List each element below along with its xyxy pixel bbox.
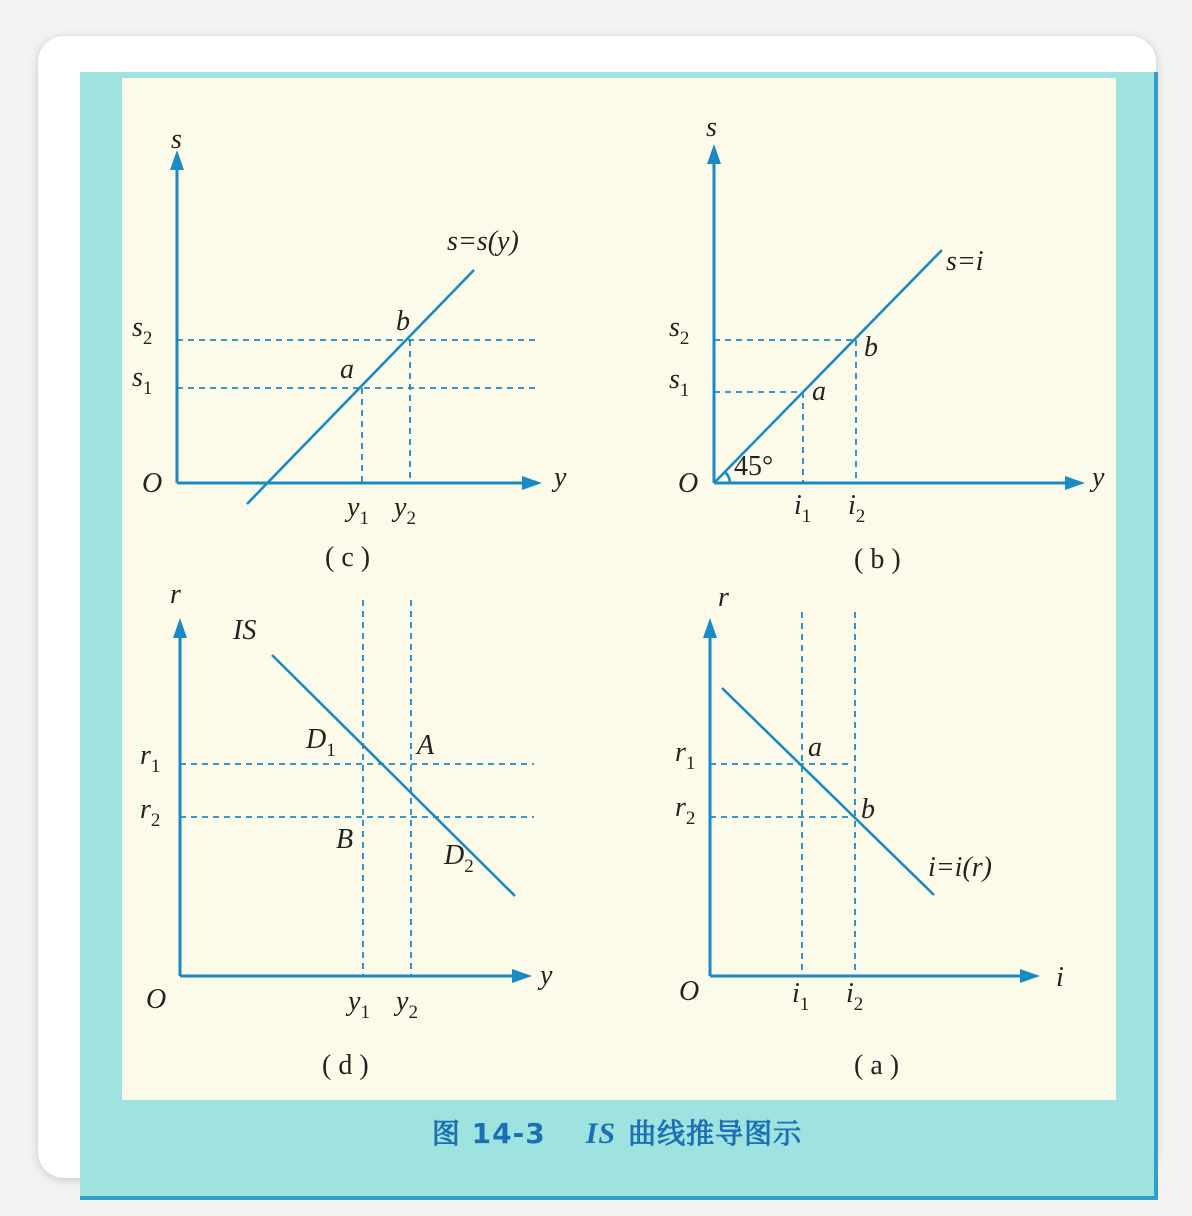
svg-text:r2 [675, 792, 695, 829]
svg-text:r2 [140, 794, 160, 831]
panel-b-45-degree-line [714, 250, 942, 483]
svg-text:y1 [344, 492, 369, 529]
panel-d-curve-label: IS [233, 615, 257, 646]
panel-d-point-d2: D [444, 840, 465, 871]
panel-d-y1-label: y [348, 986, 361, 1017]
panel-c-y1-label: y [347, 492, 360, 523]
panel-b-s1-sub: 1 [679, 380, 690, 401]
panel-a-i2-sub: 2 [853, 994, 864, 1015]
panel-a-caption: ( a ) [854, 1050, 900, 1081]
panel-d-caption: ( d ) [322, 1050, 369, 1081]
panel-c-curve-label: s=s(y) [447, 226, 519, 257]
panel-b-y-axis-label: s [706, 112, 717, 143]
panel-d-x-axis-label: y [540, 960, 553, 991]
panel-d-x-arrow [512, 969, 532, 983]
panel-a-y-arrow [703, 618, 717, 638]
panel-b-angle-arc [725, 472, 730, 483]
panel-d-y2-sub: 2 [408, 1002, 418, 1023]
panel-b-origin: O [678, 468, 699, 499]
panel-b-point-a: a [812, 376, 826, 407]
svg-text:s1 [132, 362, 152, 399]
panel-d-y-axis-label: r [170, 579, 181, 610]
panel-d-point-d1: D [306, 724, 327, 755]
panel-d-r1-label: r [140, 740, 151, 771]
panel-b-caption: ( b ) [854, 544, 901, 575]
panel-d-r1-sub: 1 [150, 756, 161, 777]
panel-d-is-curve [272, 655, 515, 896]
panel-a [675, 582, 1064, 1081]
svg-text:s1 [669, 364, 689, 401]
panel-d-y-arrow [173, 618, 187, 638]
panel-c-saving-function [247, 270, 474, 504]
panel-c-point-a: a [340, 354, 354, 385]
svg-text:D2 [443, 840, 474, 877]
panel-b-i1-label: i [794, 490, 802, 521]
panel-b-x-arrow [1065, 476, 1085, 490]
panel-c-x-arrow [522, 476, 542, 490]
caption-number: 图 14-3 [431, 1117, 546, 1150]
figure-frame [80, 72, 1158, 1200]
panel-a-y-axis-label: r [718, 582, 729, 613]
panel-a-r1-sub: 1 [685, 753, 696, 774]
panel-a-i2-label: i [846, 978, 854, 1009]
panel-c-point-b: b [396, 306, 410, 337]
panel-b-i1-sub: 1 [801, 506, 812, 527]
panel-b-point-b: b [864, 332, 878, 363]
panel-a-r2-label: r [675, 792, 686, 823]
panel-a-curve-label: i=i(r) [928, 852, 992, 883]
panel-b [669, 112, 1105, 575]
panel-b-s2-label: s [669, 312, 680, 343]
panel-d-point-a-upper: A [417, 730, 435, 761]
panel-c-y2-label: y [394, 492, 407, 523]
panel-d-origin: O [146, 984, 167, 1015]
svg-text:D1 [305, 724, 336, 761]
panel-c-s2-sub: 2 [142, 328, 153, 349]
svg-text:r1 [675, 737, 695, 774]
panel-a-origin: O [679, 976, 700, 1007]
panel-c [132, 124, 567, 573]
panel-c-y1-sub: 1 [359, 508, 369, 529]
figure-caption [80, 1112, 1154, 1152]
panel-b-s1-label: s [669, 364, 680, 395]
panel-a-point-a: a [808, 732, 822, 763]
panel-c-y2-sub: 2 [406, 508, 416, 529]
card-background [38, 36, 1156, 1178]
svg-text:s2 [132, 312, 152, 349]
panel-c-origin: O [142, 468, 163, 499]
panel-d-r2-sub: 2 [150, 810, 161, 831]
panel-b-x-axis-label: y [1092, 462, 1105, 493]
is-curve-derivation-diagram [122, 78, 1116, 1100]
panel-d-r2-label: r [140, 794, 151, 825]
panel-a-x-arrow [1020, 969, 1040, 983]
figure-panel [122, 78, 1116, 1100]
panel-b-curve-label: s=i [946, 246, 984, 277]
panel-c-y-axis-label: s [171, 124, 182, 155]
panel-a-point-b: b [861, 794, 875, 825]
panel-a-investment-curve [722, 688, 934, 895]
panel-c-x-axis-label: y [554, 462, 567, 493]
panel-d-y1-sub: 1 [360, 1002, 370, 1023]
svg-text:i1 [794, 490, 811, 527]
svg-text:i1 [792, 978, 809, 1015]
svg-text:r1 [140, 740, 160, 777]
panel-d-y2-label: y [396, 986, 409, 1017]
svg-text:s2 [669, 312, 689, 349]
panel-b-i2-sub: 2 [855, 506, 866, 527]
caption-abbr: IS [585, 1117, 617, 1150]
caption-text: 曲线推导图示 [628, 1117, 803, 1150]
panel-a-r1-label: r [675, 737, 686, 768]
panel-c-s2-label: s [132, 312, 143, 343]
panel-a-x-axis-label: i [1056, 962, 1064, 993]
panel-c-s1-label: s [132, 362, 143, 393]
svg-text:i2 [848, 490, 865, 527]
panel-d [140, 579, 553, 1081]
svg-text:y1 [345, 986, 370, 1023]
panel-b-angle-label: 45° [734, 451, 774, 482]
svg-text:y2 [393, 986, 418, 1023]
panel-d-point-d1-sub: 1 [326, 740, 336, 761]
panel-a-r2-sub: 2 [685, 808, 696, 829]
svg-text:y2 [391, 492, 416, 529]
panel-a-i1-sub: 1 [799, 994, 810, 1015]
panel-b-y-arrow [707, 144, 721, 164]
panel-a-i1-label: i [792, 978, 800, 1009]
panel-c-s1-sub: 1 [142, 378, 153, 399]
panel-b-s2-sub: 2 [679, 328, 690, 349]
panel-c-caption: ( c ) [325, 542, 371, 573]
panel-b-i2-label: i [848, 490, 856, 521]
panel-d-point-b-upper: B [336, 824, 354, 855]
panel-d-point-d2-sub: 2 [464, 856, 474, 877]
svg-text:i2 [846, 978, 863, 1015]
